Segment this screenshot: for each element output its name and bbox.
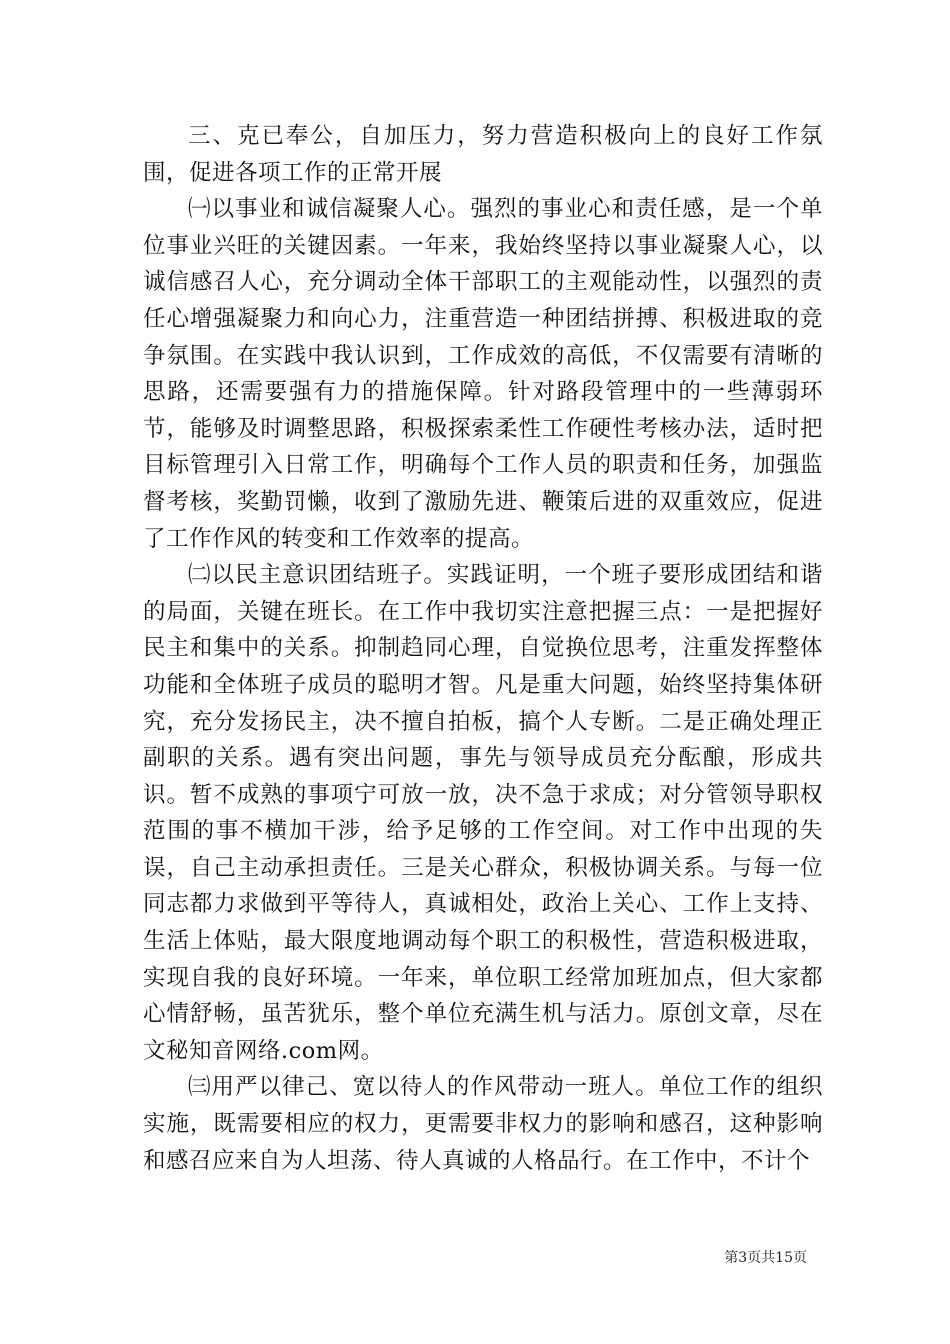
- paragraph-2: ㈡以民主意识团结班子。实践证明，一个班子要形成团结和谐的局面，关键在班长。在工作中我切实注意把握三点：一是把握好民主和集中的关系。抑制趋同心理，自觉换位思考，注重发挥整体功能和全体班子成员的聪明才智。凡是重大问题，始终坚持集体研究，充分发扬民主，决不擅自拍板，搞个人专断。二是正确处理正副职的关系。遇有突出问题，事先与领导成员充分酝酿，形成共识。暂不成熟的事项宁可放一放，决不急于求成；对分管领导职权范围的事不横加干涉，给予足够的工作空间。对工作中出现的失误，自己主动承担责任。三是关心群众，积极协调关系。与每一位同志都力求做到平等待人，真诚相处，政治上关心、工作上支持、生活上体贴，最大限度地调动每个职工的积极性，营造积极进取，实现自我的良好环境。一年来，单位职工经常加班加点，但大家都心情舒畅，虽苦犹乐，整个单位充满生机与活力。原创文章，尽在文秘知音网络.com网。: [143, 562, 823, 1064]
- paragraph-3: ㈢用严以律己、宽以待人的作风带动一班人。单位工作的组织实施，既需要相应的权力，更需要非权力的影响和感召，这种影响和感召应来自为人坦荡、待人真诚的人格品行。在工作中，不计个: [143, 1074, 823, 1174]
- section-heading: 三、克已奉公，自加压力，努力营造积极向上的良好工作氛围，促进各项工作的正常开展: [143, 123, 823, 186]
- paragraph-1: ㈠以事业和诚信凝聚人心。强烈的事业心和责任感，是一个单位事业兴旺的关键因素。一年来，我始终坚持以事业凝聚人心，以诚信感召人心，充分调动全体干部职工的主观能动性，以强烈的责任心增强凝聚力和向心力，注重营造一种团结拼搏、积极进取的竞争氛围。在实践中我认识到，工作成效的高低，不仅需要有清晰的思路，还需要强有力的措施保障。针对路段管理中的一些薄弱环节，能够及时调整思路，积极探索柔性工作硬性考核办法，适时把目标管理引入日常工作，明确每个工作人员的职责和任务，加强监督考核，奖勤罚懒，收到了激励先进、鞭策后进的双重效应，促进了工作作风的转变和工作效率的提高。: [143, 196, 823, 552]
- document-body: [143, 118, 823, 1179]
- page-number-footer: 第3页共15页: [724, 1250, 807, 1266]
